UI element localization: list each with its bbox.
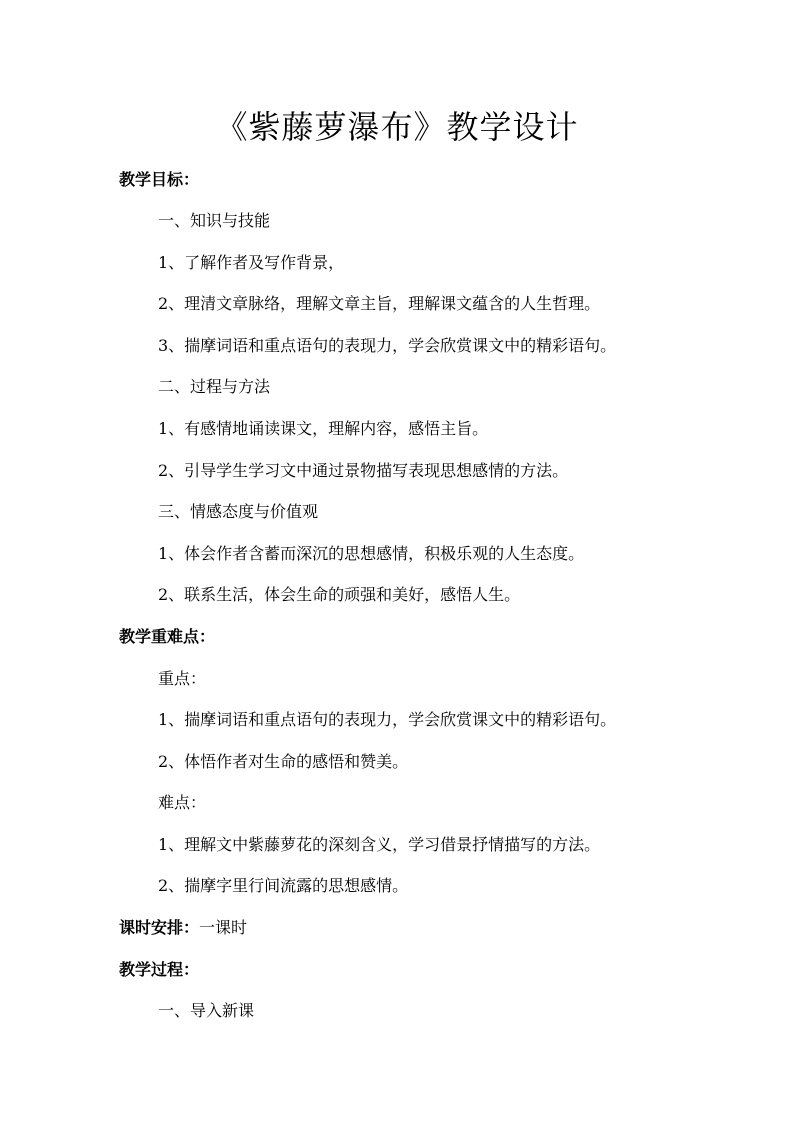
focus-heading: 重点： (158, 669, 207, 688)
emotion-heading: 三、情感态度与价值观 (158, 502, 319, 521)
key-points-heading: 教学重难点： (119, 627, 216, 646)
focus-item-1: 1、揣摩词语和重点语句的表现力，学会欣赏课文中的精彩语句。 (158, 710, 617, 729)
process-method-item-1: 1、有感情地诵读课文，理解内容，感悟主旨。 (158, 419, 489, 438)
process-method-heading: 二、过程与方法 (158, 377, 271, 396)
focus-item-2: 2、体悟作者对生命的感悟和赞美。 (158, 752, 409, 771)
schedule-value: 一课时 (199, 918, 248, 937)
difficulty-heading: 难点： (158, 793, 207, 812)
objectives-heading: 教学目标： (119, 170, 200, 189)
schedule-line (119, 915, 247, 941)
teaching-process-heading: 教学过程： (119, 960, 200, 979)
process-step-1: 一、导入新课 (158, 1001, 255, 1020)
schedule-heading: 课时安排： (119, 918, 200, 937)
document-title: 《紫藤萝瀑布》教学设计 (215, 108, 579, 146)
process-method-item-2: 2、引导学生学习文中通过景物描写表现思想感情的方法。 (158, 461, 569, 480)
emotion-item-2: 2、联系生活，体会生命的顽强和美好，感悟人生。 (158, 585, 521, 604)
emotion-item-1: 1、体会作者含蓄而深沉的思想感情，积极乐观的人生态度。 (158, 544, 585, 563)
knowledge-item-1: 1、了解作者及写作背景， (158, 253, 345, 272)
knowledge-heading: 一、知识与技能 (158, 211, 271, 230)
difficulty-item-1: 1、理解文中紫藤萝花的深刻含义，学习借景抒情描写的方法。 (158, 835, 601, 854)
difficulty-item-2: 2、揣摩字里行间流露的思想感情。 (158, 876, 409, 895)
knowledge-item-2: 2、理清文章脉络，理解文章主旨，理解课文蕴含的人生哲理。 (158, 294, 601, 313)
knowledge-item-3: 3、揣摩词语和重点语句的表现力，学会欣赏课文中的精彩语句。 (158, 336, 617, 355)
